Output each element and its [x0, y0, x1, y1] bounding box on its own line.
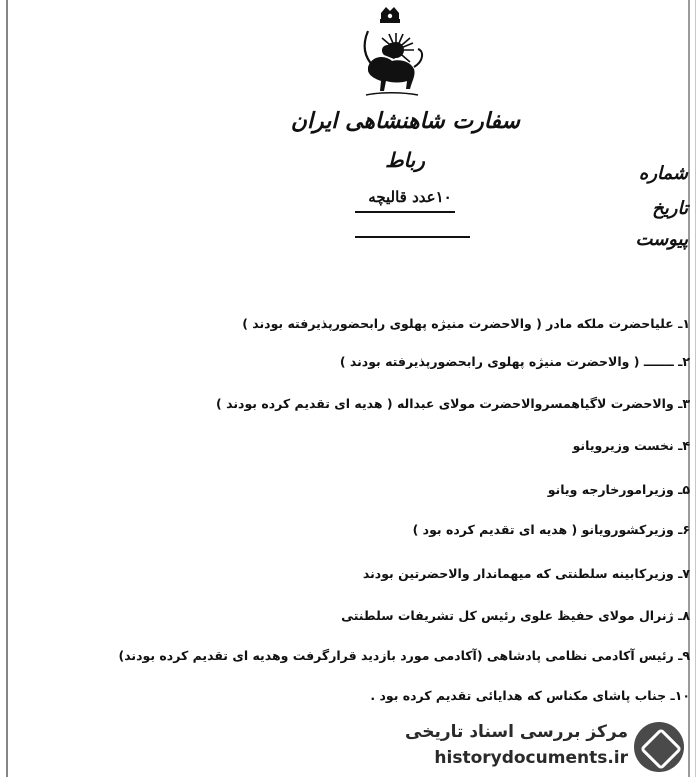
watermark-name: مرکز بررسی اسناد تاریخی: [405, 722, 628, 742]
list-item: ۴ـ نخست وزیرویانو: [572, 438, 690, 453]
list-item: ۶ـ وزیرکشورویانو ( هدیه ای تقدیم کرده بود ): [412, 522, 690, 537]
count-line: ۱۰عدد قالیچه: [368, 188, 452, 206]
lion-and-sun-emblem-icon: [340, 5, 440, 105]
list-item: ۲ـ ـــــــ ( والاحضرت منیژه پهلوی رابحضورپذیرفته بودند ): [339, 354, 690, 369]
archive-center-logo-icon: [634, 722, 684, 772]
city-name: رباط: [385, 148, 425, 172]
list-item: ۷ـ وزیرکابینه سلطنتی که میهماندار والاحضرتین بودند: [362, 566, 690, 581]
watermark-url: historydocuments.ir: [434, 748, 628, 768]
list-item: ۱ـ علیاحضرت ملکه مادر ( والاحضرت منیژه پهلوی رابحضورپذیرفته بودند ): [242, 316, 690, 331]
label-date: تاریخ: [652, 198, 688, 219]
list-item: ۱۰ـ جناب پاشای مکناس که هدایائی تقدیم کرده بود .: [370, 688, 690, 703]
list-item: ۹ـ رئیس آکادمی نظامی پادشاهی (آکادمی مورد بازدید قرارگرفت وهدیه ای تقدیم کرده بودند): [118, 648, 690, 663]
scan-edge-right-inner: [695, 0, 696, 777]
count-underline: [355, 211, 455, 213]
label-attachment: پیوست: [635, 229, 688, 250]
label-number: شماره: [638, 163, 688, 184]
list-item: ۳ـ والاحضرت لاگیاهمسروالاحضرت مولای عبداله ( هدیه ای تقدیم کرده بودند ): [216, 396, 690, 411]
embassy-title: سفارت شاهنشاهی ایران: [290, 108, 520, 134]
list-item: ۸ـ ژنرال مولای حفیظ علوی رئیس کل تشریفات سلطنتی: [341, 608, 690, 623]
watermark: [405, 718, 690, 774]
scan-edge-left: [6, 0, 8, 777]
blank-rule: [355, 236, 470, 238]
list-item: ۵ـ وزیرامورخارجه ویانو: [547, 482, 690, 497]
